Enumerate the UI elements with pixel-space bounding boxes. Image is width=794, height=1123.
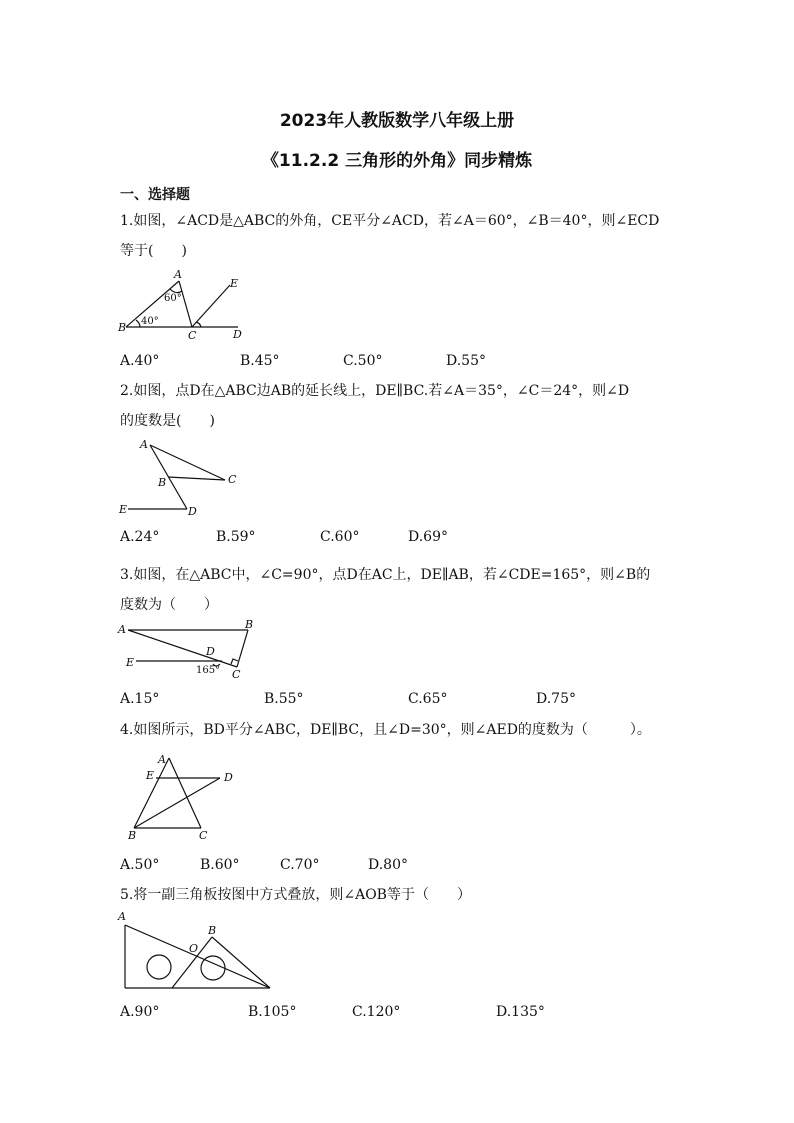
q5-label-a: A [118,910,126,923]
question-4-option-a: A.50° [120,857,160,873]
q4-label-c: C [199,829,208,842]
question-1-line-2: 等于( ) [120,243,187,259]
question-1-figure [110,265,260,345]
question-2-line-2: 的度数是( ) [120,413,215,429]
question-3-option-c: C.65° [408,691,448,707]
question-1-option-c: C.50° [343,353,383,369]
q3-label-c: C [232,668,241,681]
q3-label-a: A [118,623,126,636]
q1-label-e: E [230,277,239,290]
question-3-line-1: 3.如图，在△ABC中，∠C=90°，点D在AC上，DE∥AB，若∠CDE=165°，则∠B的 [120,567,651,583]
q2-label-d: D [188,505,197,518]
q1-label-c: C [188,329,197,342]
question-3-figure [110,618,260,683]
question-2-option-a: A.24° [120,529,160,545]
question-5-option-b: B.105° [248,1004,297,1020]
question-1-option-a: A.40° [120,353,160,369]
document-title: 2023年人教版数学八年级上册 [279,111,515,131]
q4-label-d: D [224,771,233,784]
q1-label-d: D [233,328,242,341]
q4-label-a: A [158,753,166,766]
question-2-figure [110,435,260,525]
q4-label-e: E [146,769,155,782]
q5-label-o: O [189,942,199,955]
question-2-option-b: B.59° [216,529,256,545]
question-1-line-1: 1.如图，∠ACD是△ABC的外角，CE平分∠ACD，若∠A＝60°，∠B＝40°，则∠ECD [120,213,660,229]
q3-label-d: D [206,645,215,658]
q2-label-a: A [140,438,148,451]
question-4-line-1: 4.如图所示，BD平分∠ABC，DE∥BC，且∠D=30°，则∠AED的度数为（ ）。 [120,722,651,738]
q1-label-b: B [118,321,127,334]
section-heading: 一、选择题 [120,187,190,203]
q5-label-b: B [208,924,217,937]
question-5-figure [110,908,280,993]
question-3-option-a: A.15° [120,691,160,707]
question-2-line-1: 2.如图，点D在△ABC边AB的延长线上，DE∥BC.若∠A＝35°，∠C＝24°，则∠D [120,383,630,399]
question-5-option-c: C.120° [352,1004,401,1020]
question-1-option-d: D.55° [446,353,486,369]
question-2-option-c: C.60° [320,529,360,545]
question-5-option-a: A.90° [120,1004,160,1020]
q2-label-c: C [228,473,237,486]
question-4-option-d: D.80° [368,857,408,873]
q1-angle-b: 40° [141,316,159,327]
q2-label-e: E [119,503,128,516]
question-5-option-d: D.135° [496,1004,545,1020]
question-3-option-d: D.75° [536,691,576,707]
q3-label-e: E [126,656,135,669]
q3-angle-cde: 165° [196,665,221,676]
document-subtitle: 《11.2.2 三角形的外角》同步精炼 [261,151,533,171]
q1-angle-a: 60° [164,293,182,304]
question-1-option-b: B.45° [240,353,280,369]
q4-label-b: B [128,829,137,842]
question-4-figure [110,748,250,843]
question-4-option-b: B.60° [200,857,240,873]
question-5-line-1: 5.将一副三角板按图中方式叠放，则∠AOB等于（ ） [120,887,471,903]
q3-label-b: B [245,618,254,631]
question-2-option-d: D.69° [408,529,448,545]
q1-label-a: A [174,268,182,281]
question-3-option-b: B.55° [264,691,304,707]
question-3-line-2: 度数为（ ） [120,597,218,613]
q2-label-b: B [158,476,167,489]
question-4-option-c: C.70° [280,857,320,873]
